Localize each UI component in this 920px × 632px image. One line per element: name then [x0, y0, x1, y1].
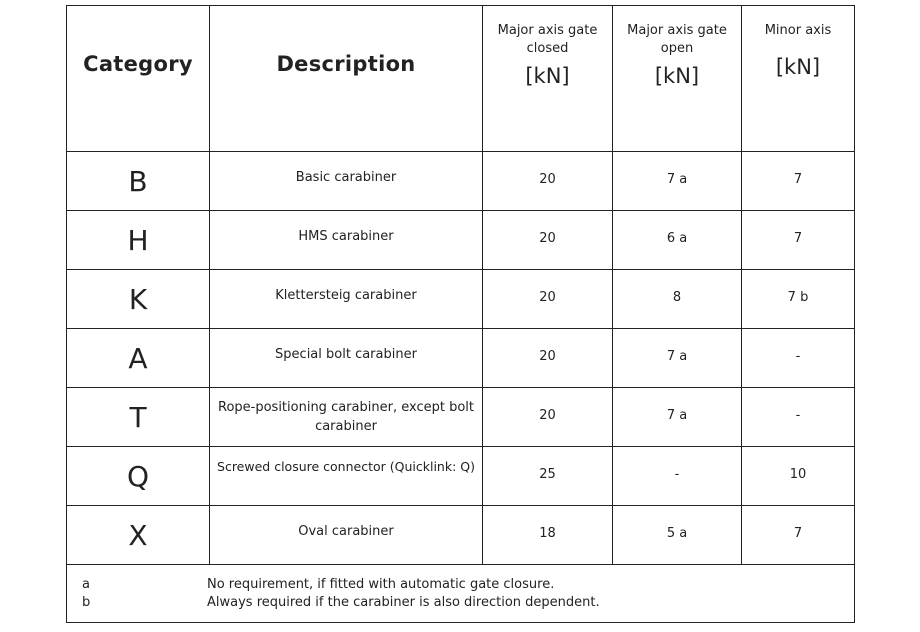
header-minor-unit: [kN] [775, 54, 821, 79]
major-open-cell [613, 388, 742, 447]
minor-value: 7 [793, 230, 803, 246]
minor-value: 10 [789, 466, 807, 482]
major-open-cell [613, 329, 742, 388]
description-cell [210, 506, 483, 565]
major-open-value: 7 a [666, 407, 688, 423]
major-open-cell [613, 152, 742, 211]
header-major-closed-label: Major axis gate closed [497, 22, 598, 56]
footnote-text: No requirement, if fitted with automatic gate closure. [207, 576, 555, 592]
minor-value: - [795, 348, 801, 364]
description-cell [210, 211, 483, 270]
header-major-closed-unit: [kN] [525, 63, 570, 88]
header-minor [742, 6, 855, 152]
category-cell [67, 447, 210, 506]
major-closed-value: 18 [539, 525, 556, 541]
major-closed-value: 20 [539, 348, 556, 364]
footnote-item [67, 594, 854, 612]
description-text: HMS carabiner [298, 228, 394, 244]
header-category [67, 6, 210, 152]
major-closed-value: 20 [539, 289, 556, 305]
category-letter: A [128, 341, 148, 375]
description-cell [210, 152, 483, 211]
header-major-open-label: Major axis gate open [627, 22, 727, 56]
category-cell [67, 388, 210, 447]
minor-cell [742, 506, 855, 565]
description-text: Rope-positioning carabiner, except bolt carabiner [218, 400, 474, 434]
major-closed-cell [483, 447, 613, 506]
minor-value: 7 [793, 171, 803, 187]
table-row [67, 388, 855, 447]
description-text: Klettersteig carabiner [275, 287, 417, 303]
carabiner-strength-table-sheet [66, 5, 854, 628]
minor-value: - [795, 407, 801, 423]
major-open-cell [613, 270, 742, 329]
minor-value: 7 [793, 525, 803, 541]
header-description [210, 6, 483, 152]
major-open-cell [613, 447, 742, 506]
table-row [67, 270, 855, 329]
header-major-closed [483, 6, 613, 152]
description-cell [210, 270, 483, 329]
minor-cell [742, 152, 855, 211]
major-closed-cell [483, 211, 613, 270]
major-closed-cell [483, 388, 613, 447]
category-letter: K [128, 282, 148, 316]
major-closed-cell [483, 270, 613, 329]
description-cell [210, 388, 483, 447]
footnote-key: b [82, 594, 91, 610]
footnotes [67, 572, 854, 616]
major-closed-cell [483, 329, 613, 388]
category-letter: B [128, 164, 148, 198]
footnote-text: Always required if the carabiner is also direction dependent. [207, 594, 600, 610]
major-closed-cell [483, 152, 613, 211]
major-closed-value: 20 [539, 230, 556, 246]
major-open-value: 5 a [666, 525, 688, 541]
header-major-open-unit: [kN] [654, 63, 700, 88]
category-cell [67, 270, 210, 329]
minor-cell [742, 270, 855, 329]
footnotes-row [67, 565, 855, 623]
table-row [67, 211, 855, 270]
table-row [67, 447, 855, 506]
header-row [67, 6, 855, 152]
category-cell [67, 329, 210, 388]
header-minor-label: Minor axis [764, 22, 832, 38]
major-open-cell [613, 211, 742, 270]
minor-cell [742, 447, 855, 506]
footnote-item [67, 576, 854, 594]
minor-value: 7 b [787, 289, 809, 305]
description-text: Oval carabiner [298, 523, 394, 539]
major-closed-value: 20 [539, 171, 556, 187]
minor-cell [742, 329, 855, 388]
minor-cell [742, 388, 855, 447]
category-letter: T [129, 400, 147, 434]
major-closed-value: 25 [539, 466, 556, 482]
carabiner-strength-table [66, 5, 855, 623]
major-open-value: 8 [672, 289, 682, 305]
major-open-value: - [674, 466, 680, 482]
header-description-label: Description [276, 51, 416, 76]
footnote-key: a [82, 576, 90, 592]
major-open-value: 6 a [666, 230, 688, 246]
major-open-cell [613, 506, 742, 565]
category-cell [67, 506, 210, 565]
category-cell [67, 211, 210, 270]
header-major-open [613, 6, 742, 152]
header-category-label: Category [83, 51, 193, 76]
description-text: Screwed closure connector (Quicklink: Q) [217, 458, 475, 474]
footnotes-cell [67, 565, 855, 623]
category-letter: H [127, 223, 149, 257]
description-text: Basic carabiner [295, 169, 397, 185]
major-closed-cell [483, 506, 613, 565]
major-closed-value: 20 [539, 407, 556, 423]
category-cell [67, 152, 210, 211]
minor-cell [742, 211, 855, 270]
description-cell [210, 329, 483, 388]
table-row [67, 506, 855, 565]
table-row [67, 152, 855, 211]
category-letter: X [128, 518, 148, 552]
major-open-value: 7 a [666, 171, 688, 187]
description-text: Special bolt carabiner [275, 346, 417, 362]
major-open-value: 7 a [666, 348, 688, 364]
table-row [67, 329, 855, 388]
description-cell [210, 447, 483, 506]
category-letter: Q [126, 459, 150, 493]
